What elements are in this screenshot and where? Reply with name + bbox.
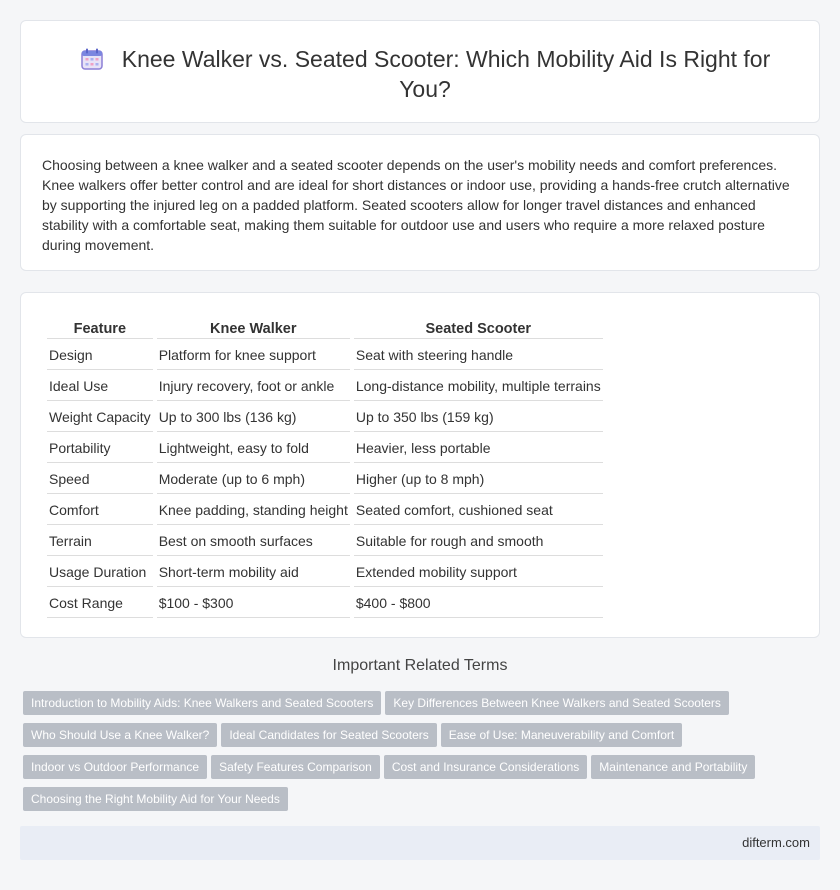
comparison-card — [20, 292, 820, 638]
related-term-tag[interactable]: Ideal Candidates for Seated Scooters — [221, 723, 436, 747]
related-term-tag[interactable]: Maintenance and Portability — [591, 755, 755, 779]
related-terms-title: Important Related Terms — [332, 657, 508, 674]
table-header-row — [47, 317, 603, 339]
cell-knee-walker: Short-term mobility aid — [157, 558, 350, 587]
cell-feature: Usage Duration — [47, 558, 153, 587]
cell-feature: Terrain — [47, 527, 153, 556]
cell-knee-walker: Up to 300 lbs (136 kg) — [157, 403, 350, 432]
table-row — [47, 341, 603, 370]
footer — [20, 826, 820, 860]
header-feature: Feature — [47, 317, 153, 339]
cell-knee-walker: Moderate (up to 6 mph) — [157, 465, 350, 494]
table-row — [47, 527, 603, 556]
cell-knee-walker: Knee padding, standing height — [157, 496, 350, 525]
related-term-tag[interactable]: Key Differences Between Knee Walkers and Seated Scooters — [385, 691, 729, 715]
page-title: Knee Walker vs. Seated Scooter: Which Mobility Aid Is Right for You? — [121, 46, 771, 102]
intro-paragraph: Choosing between a knee walker and a seated scooter depends on the user's mobility needs and comfort preferences. Knee walkers offer better control and are ideal for short distances or indoor use, providing a hands-free crutch alternative by supporting the injured leg on a padded platform. Seated scooters allow for longer travel distances and enhanced stability with a comfortable seat, making them suitable for outdoor use and users who require a more relaxed posture during movement. — [42, 157, 790, 253]
table-row — [47, 496, 603, 525]
related-term-tag[interactable]: Choosing the Right Mobility Aid for Your Needs — [23, 787, 288, 811]
table-row — [47, 465, 603, 494]
table-row — [47, 589, 603, 618]
related-terms-list — [23, 691, 803, 819]
header-seated-scooter: Seated Scooter — [354, 317, 603, 339]
related-term-tag[interactable]: Who Should Use a Knee Walker? — [23, 723, 217, 747]
cell-seated-scooter: Seat with steering handle — [354, 341, 603, 370]
table-row — [47, 434, 603, 463]
cell-seated-scooter: Up to 350 lbs (159 kg) — [354, 403, 603, 432]
cell-seated-scooter: Suitable for rough and smooth — [354, 527, 603, 556]
cell-feature: Portability — [47, 434, 153, 463]
table-row — [47, 372, 603, 401]
cell-seated-scooter: Higher (up to 8 mph) — [354, 465, 603, 494]
table-row — [47, 403, 603, 432]
cell-seated-scooter: Long-distance mobility, multiple terrains — [354, 372, 603, 401]
cell-feature: Cost Range — [47, 589, 153, 618]
footer-site-link[interactable]: difterm.com — [742, 835, 810, 850]
cell-seated-scooter: Seated comfort, cushioned seat — [354, 496, 603, 525]
table-row — [47, 558, 603, 587]
calendar-icon — [80, 47, 104, 71]
page-title-wrap — [61, 44, 789, 104]
related-term-tag[interactable]: Cost and Insurance Considerations — [384, 755, 587, 779]
cell-knee-walker: Lightweight, easy to fold — [157, 434, 350, 463]
cell-knee-walker: Platform for knee support — [157, 341, 350, 370]
cell-seated-scooter: $400 - $800 — [354, 589, 603, 618]
intro-card — [20, 134, 820, 271]
related-term-tag[interactable]: Introduction to Mobility Aids: Knee Walkers and Seated Scooters — [23, 691, 381, 715]
comparison-table — [43, 315, 607, 620]
cell-seated-scooter: Heavier, less portable — [354, 434, 603, 463]
cell-feature: Speed — [47, 465, 153, 494]
related-term-tag[interactable]: Ease of Use: Maneuverability and Comfort — [441, 723, 682, 747]
cell-feature: Ideal Use — [47, 372, 153, 401]
cell-seated-scooter: Extended mobility support — [354, 558, 603, 587]
header-card — [20, 20, 820, 123]
cell-knee-walker: Best on smooth surfaces — [157, 527, 350, 556]
related-term-tag[interactable]: Safety Features Comparison — [211, 755, 380, 779]
cell-feature: Comfort — [47, 496, 153, 525]
header-knee-walker: Knee Walker — [157, 317, 350, 339]
related-term-tag[interactable]: Indoor vs Outdoor Performance — [23, 755, 207, 779]
cell-feature: Design — [47, 341, 153, 370]
cell-knee-walker: Injury recovery, foot or ankle — [157, 372, 350, 401]
cell-feature: Weight Capacity — [47, 403, 153, 432]
cell-knee-walker: $100 - $300 — [157, 589, 350, 618]
